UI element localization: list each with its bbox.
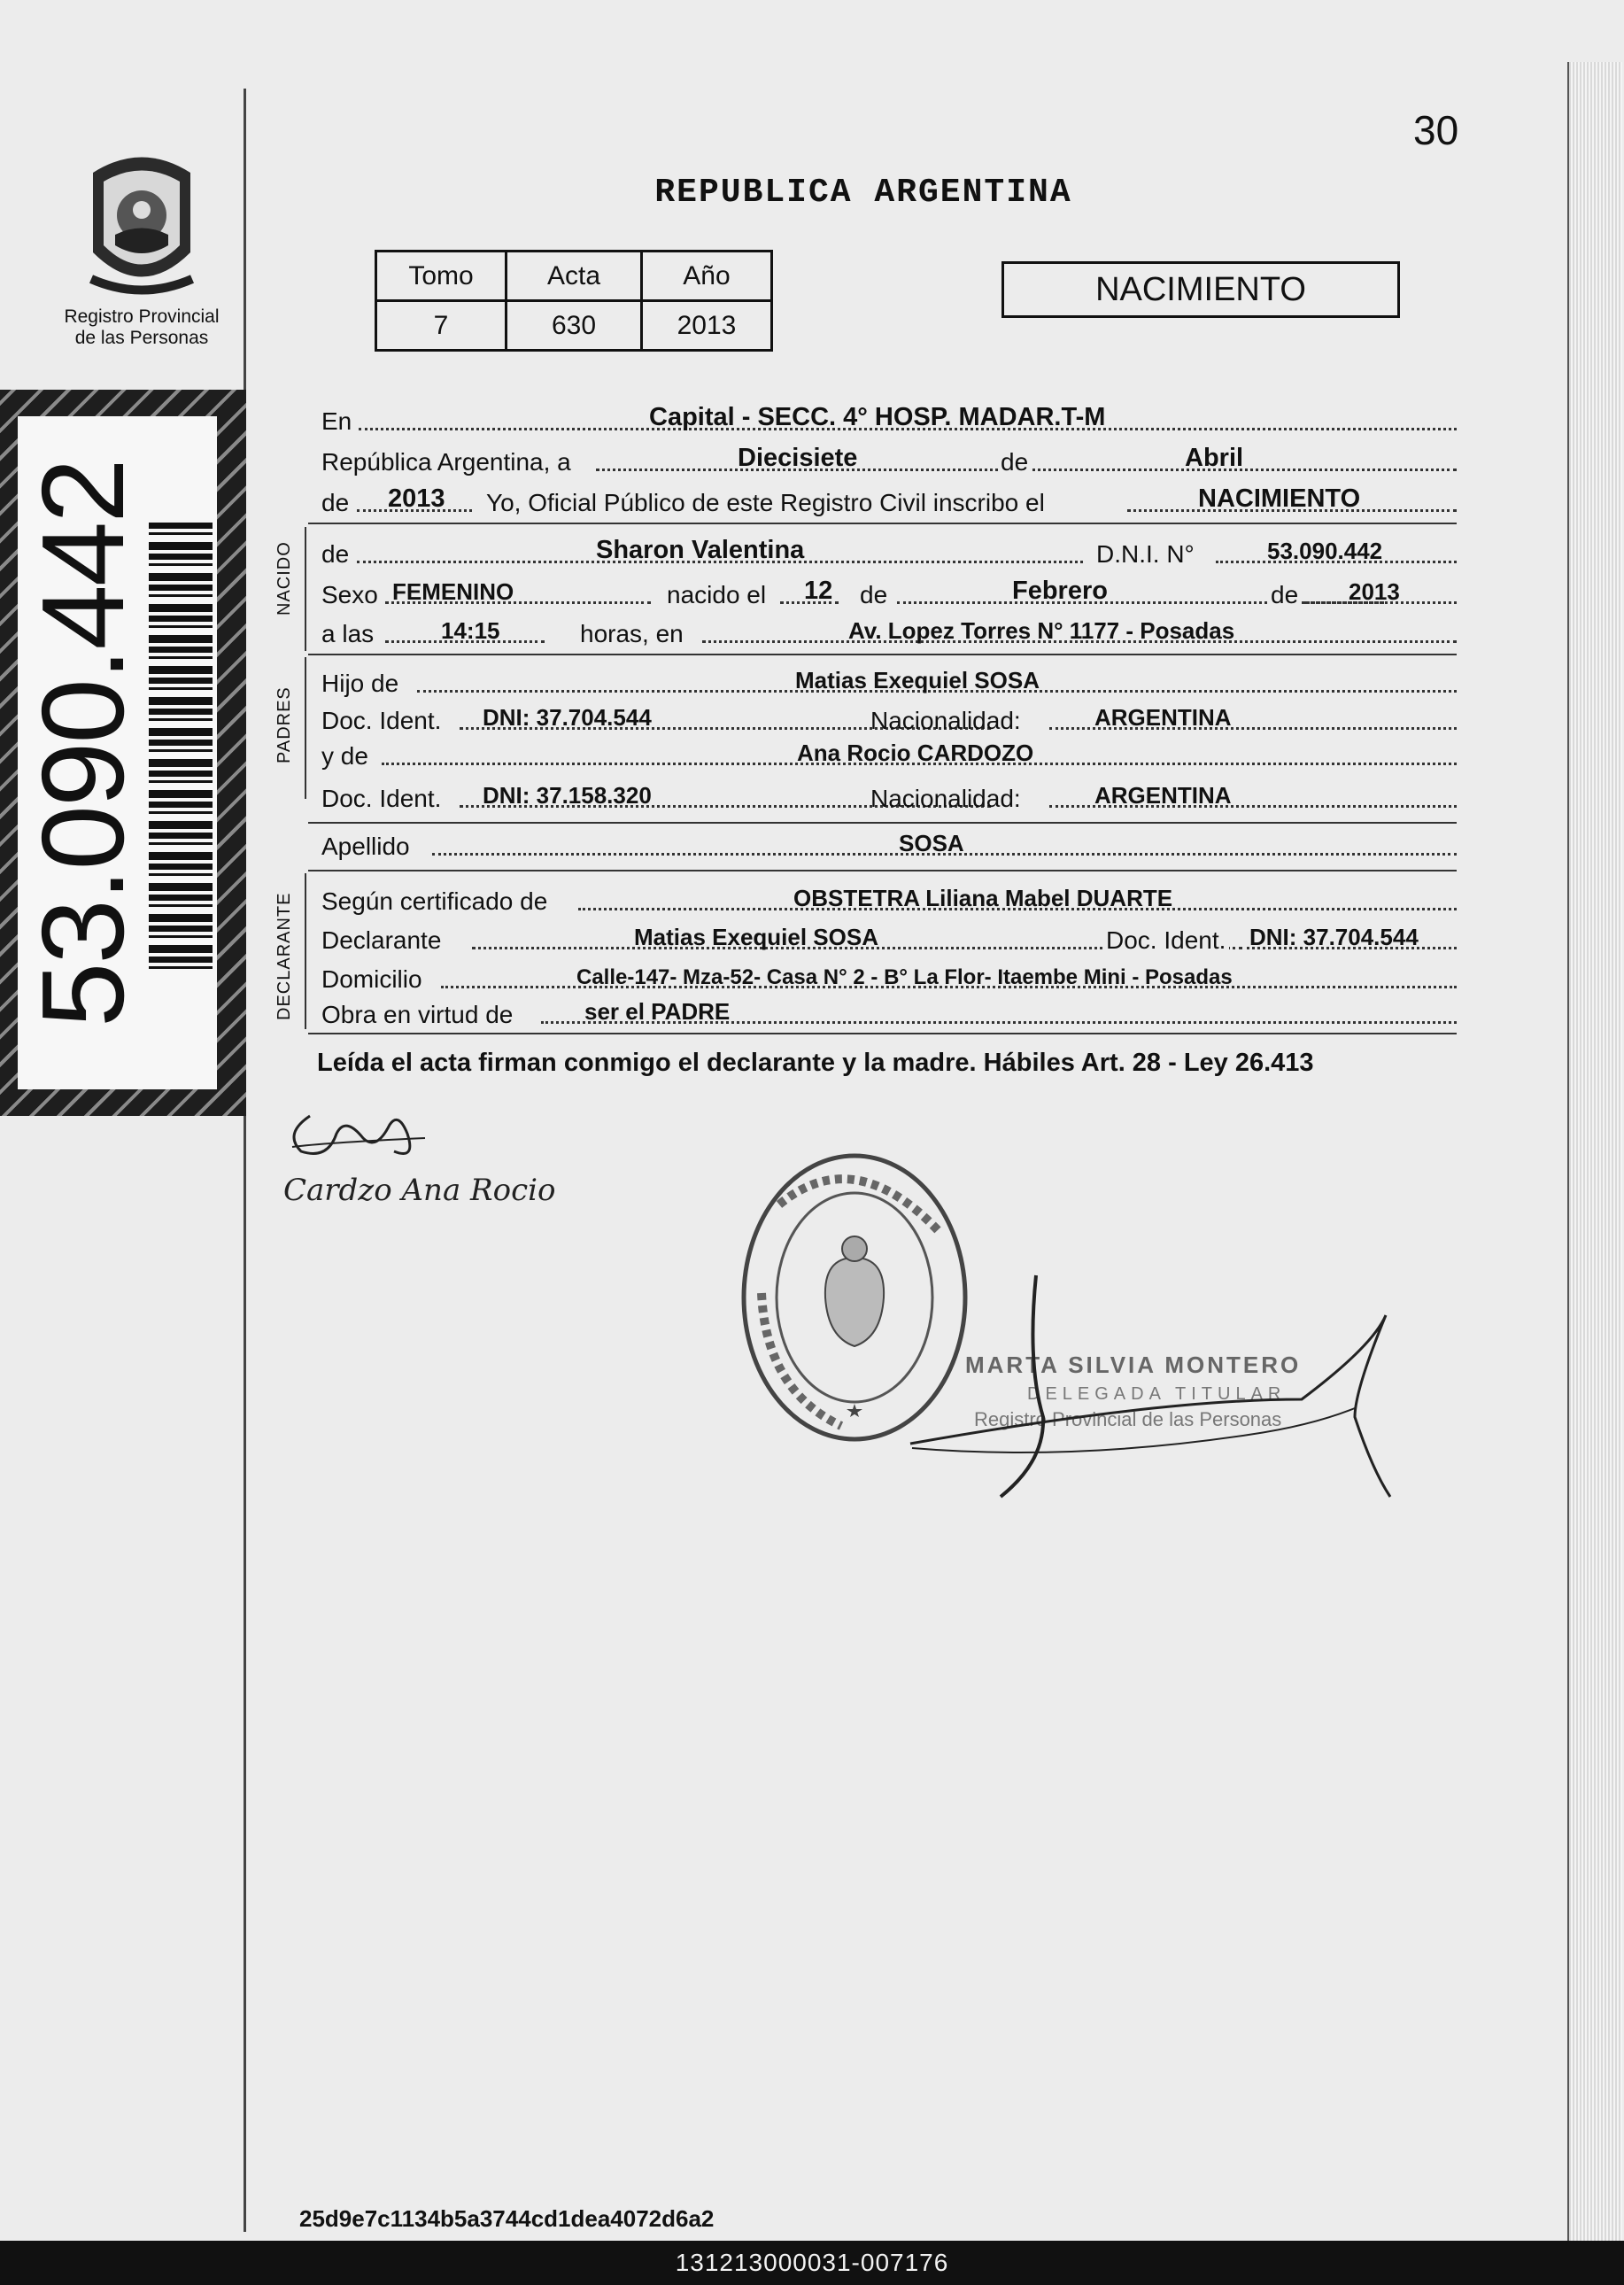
row-time-place [321,609,1457,648]
label-de: de [321,540,350,568]
value-father-doc: DNI: 37.704.544 [483,704,652,731]
svg-text:DELEGADA TITULAR: DELEGADA TITULAR [1027,1384,1287,1404]
value-birth-month: Febrero [1012,577,1108,605]
registry-table [375,250,773,352]
label-doc-ident: Doc. Ident. [321,707,442,734]
section-divider [308,654,1457,655]
row-place [321,397,1457,436]
label-nacionalidad: Nacionalidad: [870,707,1021,734]
value-mother-doc: DNI: 37.158.320 [483,782,652,809]
value-child-name: Sharon Valentina [596,536,805,564]
row-certificate [321,877,1457,916]
section-divider [308,870,1457,871]
section-divider [308,1033,1457,1034]
label-a-las: a las [321,620,375,647]
row-declarant [321,916,1457,955]
value-mother-name: Ana Rocio CARDOZO [797,740,1034,766]
label-de: de [860,581,888,608]
row-mother [321,732,1457,771]
table-header-acta: Acta [507,252,642,301]
value-mother-nationality: ARGENTINA [1094,782,1232,809]
label-nacido-el: nacido el [667,581,767,608]
document-title: REPUBLICA ARGENTINA [654,174,1072,212]
value-declarant-doc: DNI: 37.704.544 [1249,924,1419,950]
value-inscribe: NACIMIENTO [1198,484,1361,513]
label-oficial: Yo, Oficial Público de este Registro Civil inscribo el [486,489,1045,516]
mother-signature [275,1098,567,1213]
value-certificate: OBSTETRA Liliana Mabel DUARTE [793,885,1173,911]
value-birth-day: 12 [804,577,833,605]
label-sexo: Sexo [321,581,378,608]
section-bracket [305,873,306,1029]
section-bracket [305,527,306,651]
footer-code: 131213000031-007176 [675,2249,949,2276]
table-value-anio: 2013 [642,301,772,351]
row-father-doc [321,696,1457,735]
label-republica: República Argentina, a [321,448,571,476]
svg-text:MARTA SILVIA MONTERO: MARTA SILVIA MONTERO [965,1352,1302,1378]
value-declarant: Matias Exequiel SOSA [634,924,878,950]
row-year [321,478,1457,517]
logo-caption [44,306,239,349]
document-hash: 25d9e7c1134b5a3744cd1dea4072d6a2 [299,2205,715,2232]
row-address [321,955,1457,994]
label-obra-en-virtud: Obra en virtud de [321,1001,514,1028]
value-father-nationality: ARGENTINA [1094,704,1232,731]
value-surname: SOSA [899,830,964,856]
value-reason: ser el PADRE [584,998,731,1025]
label-de: de [1001,448,1029,476]
row-name [321,530,1457,569]
footer-bar [0,2241,1624,2285]
label-declarante: Declarante [321,926,442,954]
value-father-name: Matias Exequiel SOSA [795,667,1040,693]
logo-caption-line1: Registro Provincial [64,306,220,327]
coat-of-arms-logo [75,146,208,301]
label-domicilio: Domicilio [321,965,422,993]
section-label-padres: PADRES [275,686,294,763]
label-doc-ident: Doc. Ident. [321,785,442,812]
value-year: 2013 [388,484,445,513]
label-de: de [1267,581,1302,609]
row-mother-doc [321,774,1457,813]
table-value-tomo: 7 [376,301,507,351]
label-en: En [321,407,352,435]
value-child-dni: 53.090.442 [1267,538,1383,564]
page-number: 30 [1413,107,1459,153]
row-father [321,659,1457,698]
value-day: Diecisiete [738,444,858,472]
section-label-nacido: NACIDO [275,541,294,616]
value-address: Calle-147- Mza-52- Casa N° 2 - B° La Flor- Itaembe Mini - Posadas [576,965,1233,989]
label-nacionalidad: Nacionalidad: [870,785,1021,812]
value-place: Capital - SECC. 4° HOSP. MADAR.T-M [649,403,1106,431]
logo-caption-line2: de las Personas [74,328,209,348]
label-de: de [321,489,350,516]
official-stamp-signature [894,1258,1426,1514]
section-label-declarante: DECLARANTE [275,892,294,1020]
vertical-dni-number: 53.090.442 [18,460,148,1027]
label-hijo-de: Hijo de [321,670,399,697]
table-header-anio: Año [642,252,772,301]
act-type-box: NACIMIENTO [1001,261,1400,318]
value-birth-time: 14:15 [441,617,500,644]
value-birth-year: 2013 [1349,578,1400,605]
closing-statement: Leída el acta firman conmigo el declarante y la madre. Hábiles Art. 28 - Ley 26.413 [317,1049,1314,1077]
page-edge [1567,62,1622,2241]
barcode-bars [149,523,213,974]
table-header-tomo: Tomo [376,252,507,301]
signature-handwriting: Cardzo Ana Rocio [283,1173,556,1208]
svg-text:Registro Provincial de las Per: Registro Provincial de las Personas [974,1408,1282,1430]
value-sex: FEMENINO [392,578,514,605]
label-horas-en: horas, en [580,620,684,647]
section-divider [308,523,1457,524]
row-reason [321,990,1457,1029]
row-sex [321,570,1457,609]
row-surname [321,822,1457,861]
table-value-acta: 630 [507,301,642,351]
label-y-de: y de [321,742,368,770]
label-doc-ident: Doc. Ident. [1102,926,1229,955]
label-apellido: Apellido [321,833,410,860]
value-birth-place: Av. Lopez Torres N° 1177 - Posadas [848,617,1235,644]
row-date [321,438,1457,476]
value-month: Abril [1185,444,1244,472]
label-certificado: Según certificado de [321,887,548,915]
label-dni: D.N.I. N° [1096,540,1195,568]
section-bracket [305,657,306,799]
